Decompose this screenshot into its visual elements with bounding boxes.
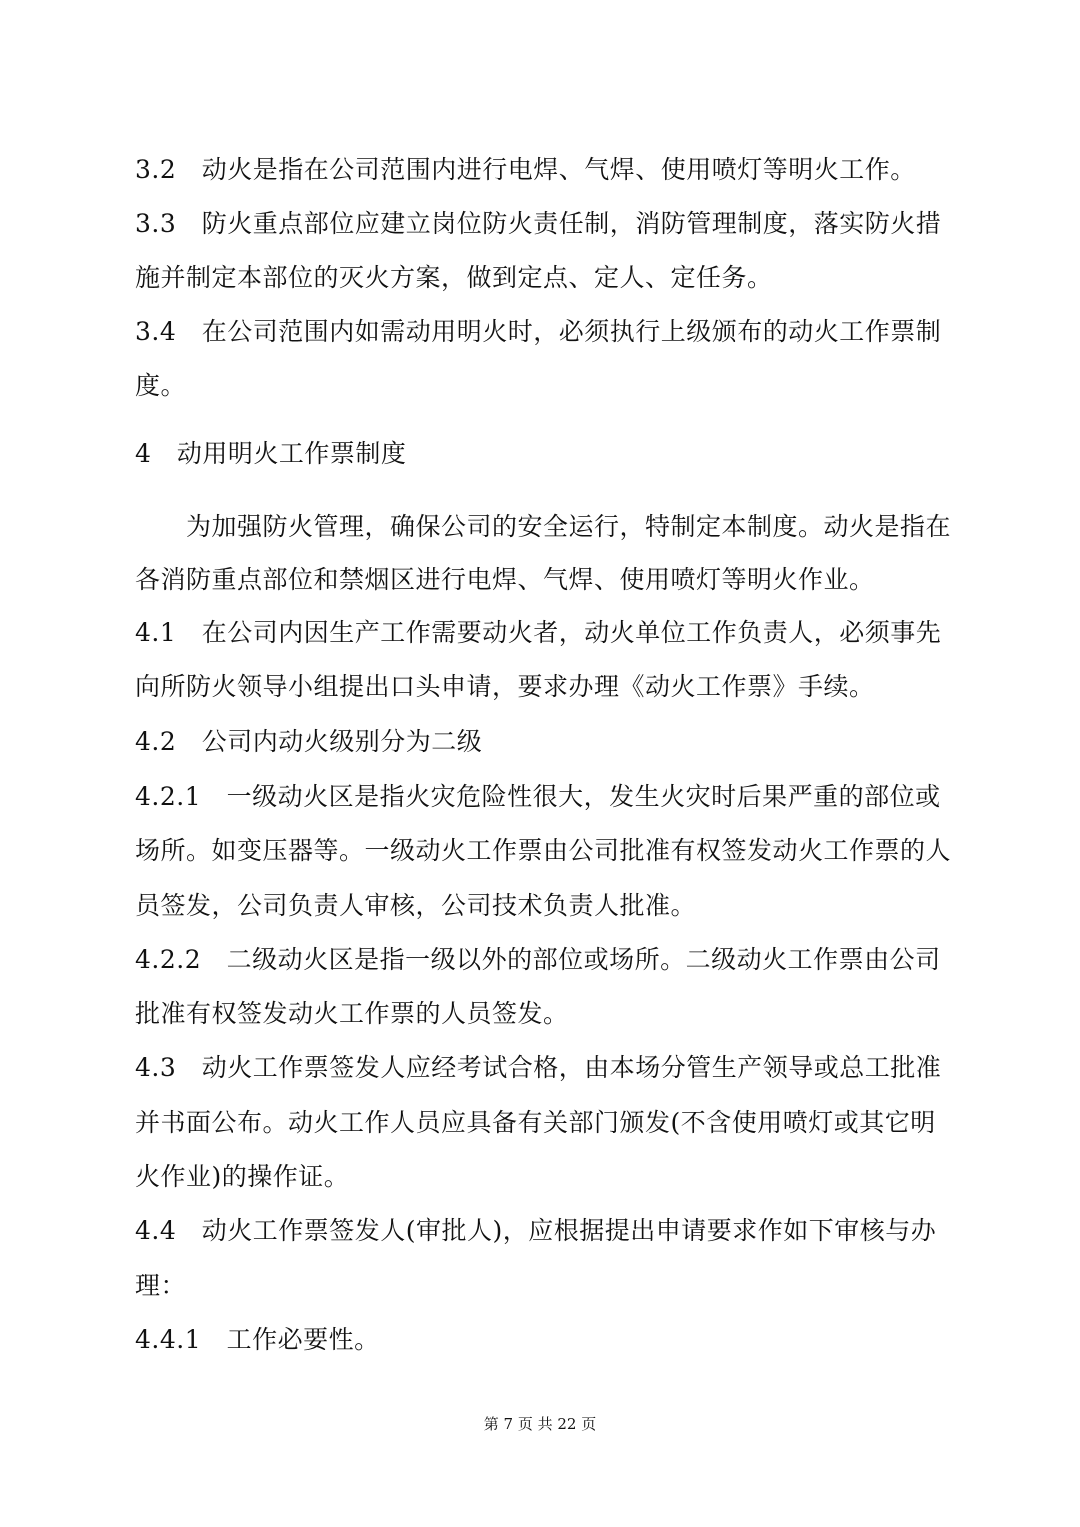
text-line-4-2-1: 4.2.1 一级动火区是指火灾危险性很大，发生火灾时后果严重的部位或 bbox=[135, 782, 941, 811]
page-number-footer: 第 7 页 共 22 页 bbox=[483, 1415, 597, 1433]
text-line-3-3: 3.3 防火重点部位应建立岗位防火责任制，消防管理制度，落实防火措 bbox=[135, 209, 942, 238]
text-line-4-2-2: 4.2.2 二级动火区是指一级以外的部位或场所。二级动火工作票由公司 bbox=[135, 945, 941, 974]
text-line-4-1: 4.1 在公司内因生产工作需要动火者，动火单位工作负责人，必须事先 bbox=[135, 618, 942, 647]
text-line-3-4: 3.4 在公司范围内如需动用明火时，必须执行上级颁布的动火工作票制 bbox=[135, 317, 942, 346]
text-line-3-3-cont: 施并制定本部位的灭火方案，做到定点、定人、定任务。 bbox=[135, 263, 773, 292]
text-line-4-1-cont: 向所防火领导小组提出口头申请，要求办理《动火工作票》手续。 bbox=[135, 672, 875, 701]
text-line-4-2-1-cont-1: 场所。如变压器等。一级动火工作票由公司批准有权签发动火工作票的人 bbox=[135, 836, 952, 865]
paragraph-intro-line-2: 各消防重点部位和禁烟区进行电焊、气焊、使用喷灯等明火作业。 bbox=[135, 565, 875, 594]
paragraph-intro-line-1: 为加强防火管理，确保公司的安全运行，特制定本制度。动火是指在 bbox=[186, 512, 952, 541]
text-line-4-2: 4.2 公司内动火级别分为二级 bbox=[135, 727, 483, 756]
text-line-3-2: 3.2 动火是指在公司范围内进行电焊、气焊、使用喷灯等明火工作。 bbox=[135, 155, 916, 184]
section-heading-4: 4 动用明火工作票制度 bbox=[135, 439, 407, 468]
text-line-4-3-cont-2: 火作业)的操作证。 bbox=[135, 1162, 350, 1191]
text-line-4-2-2-cont: 批准有权签发动火工作票的人员签发。 bbox=[135, 999, 569, 1028]
text-line-4-4-1: 4.4.1 工作必要性。 bbox=[135, 1325, 380, 1354]
text-line-4-3: 4.3 动火工作票签发人应经考试合格，由本场分管生产领导或总工批准 bbox=[135, 1053, 942, 1082]
text-line-3-4-cont: 度。 bbox=[135, 371, 187, 400]
text-line-4-4-cont: 理： bbox=[135, 1271, 187, 1300]
text-line-4-3-cont-1: 并书面公布。动火工作人员应具备有关部门颁发(不含使用喷灯或其它明 bbox=[135, 1108, 936, 1137]
text-line-4-2-1-cont-2: 员签发，公司负责人审核，公司技术负责人批准。 bbox=[135, 891, 697, 920]
text-line-4-4: 4.4 动火工作票签发人(审批人)，应根据提出申请要求作如下审核与办 bbox=[135, 1216, 937, 1245]
